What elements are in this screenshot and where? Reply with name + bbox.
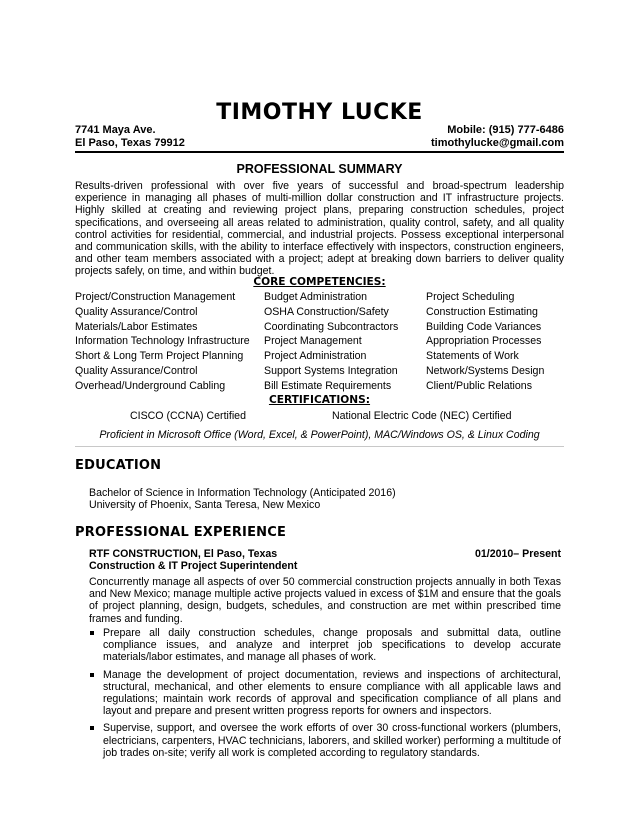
experience-heading: PROFESSIONAL EXPERIENCE	[75, 525, 287, 540]
bullet-text: Supervise, support, and oversee the work efforts of over 30 cross-functional workers (plumbers, electricians, carpenters, HVAC technicians, laborers, and skilled worker) performing a multitude of job trades on-site; verify all work is completed according to regulatory standards.	[103, 722, 561, 759]
job-header	[89, 548, 561, 573]
competencies-column-2	[264, 290, 398, 394]
education-entry	[89, 487, 396, 512]
bullet-icon	[90, 726, 94, 730]
competency-item: Statements of Work	[426, 350, 519, 363]
competencies-column-1	[75, 290, 250, 394]
competency-item: Budget Administration	[264, 291, 368, 303]
competency-item: Quality Assurance/Control	[75, 305, 198, 318]
bullet-text: Manage the development of project documentation, reviews and inspections of architectural, structural, mechanical, and other elements to ensure compliance with all applicable laws and regulations; maintain work records of approval and specification compliance of all plans and layout and prepare and present written progress reports for owners and inspectors.	[103, 668, 561, 718]
competency-item: Project Scheduling	[426, 291, 515, 303]
competency-item: Information Technology Infrastructure	[75, 335, 250, 348]
school: University of Phoenix, Santa Teresa, New Mexico	[89, 499, 321, 512]
competency-item: Network/Systems Design	[426, 364, 545, 377]
phone: Mobile: (915) 777-6486	[447, 124, 564, 136]
competency-item: Building Code Variances	[426, 320, 542, 333]
competency-item: Overhead/Underground Cabling	[75, 379, 226, 392]
competency-item: Short & Long Term Project Planning	[75, 350, 244, 363]
address	[75, 124, 185, 150]
summary-text: Results-driven professional with over five years of successful and broad-spectrum leadership experience in managing all phases of multi-million dollar construction and IT infrastructure projects. Highly skilled at creating and reviewing project plans, preparing construction schedules, project specifications, and overseeing all areas related to administration, quality control, safety, and all quality control activities for residential, commercial, and industrial projects. Possess exceptional interpersonal and communication skills, with the ability to interface effectively with inspectors, construction engineers, and other team members associated with a project; adept at breaking down barriers to deliver quality projects safely, on time, and within budget.	[75, 180, 564, 278]
competency-item: Support Systems Integration	[264, 364, 398, 377]
job-bullets	[89, 627, 561, 764]
competency-item: Coordinating Subcontractors	[264, 320, 399, 333]
bullet-icon	[90, 631, 94, 635]
bullet-text: Prepare all daily construction schedules, change proposals and submittal data, outline compliance issues, and analyze and interpret job specifications to develop accurate materials/labor estimates, and manage all phases of work.	[103, 627, 561, 664]
competency-item: Project Management	[264, 335, 362, 348]
email: timothylucke@gmail.com	[431, 137, 564, 149]
certification-item: CISCO (CCNA) Certified	[130, 410, 246, 422]
job-description: Concurrently manage all aspects of over 50 commercial construction projects annually in both Texas and New Mexico; manage multiple active projects valued in excess of $1M and ensure that the goals of project planning, design, budgets, schedules, and construction are met within prescribed time frames and funding.	[89, 576, 561, 625]
competencies-column-3	[426, 290, 544, 394]
competency-item: Bill Estimate Requirements	[264, 379, 392, 392]
job-company: RTF CONSTRUCTION, El Paso, Texas	[89, 548, 278, 560]
job-dates: 01/2010– Present	[475, 548, 561, 560]
bullet-icon	[90, 673, 94, 677]
candidate-name: TIMOTHY LUCKE	[216, 100, 423, 125]
address-line1: 7741 Maya Ave.	[75, 124, 156, 136]
education-heading: EDUCATION	[75, 458, 162, 473]
summary-heading: PROFESSIONAL SUMMARY	[236, 162, 403, 176]
header-divider	[75, 151, 564, 153]
competency-item: Appropriation Processes	[426, 335, 542, 348]
competency-item: Project Administration	[264, 350, 367, 363]
phone-email	[431, 124, 564, 150]
competencies-heading: CORE COMPETENCIES:	[253, 276, 386, 288]
certification-item: National Electric Code (NEC) Certified	[332, 410, 512, 422]
software-proficiency: Proficient in Microsoft Office (Word, Excel, & PowerPoint), MAC/Windows OS, & Linux Coding	[99, 429, 540, 441]
address-line2: El Paso, Texas 79912	[75, 137, 185, 149]
competency-item: Materials/Labor Estimates	[75, 320, 198, 333]
certifications-heading: CERTIFICATIONS:	[268, 394, 371, 406]
competency-item: Quality Assurance/Control	[75, 364, 198, 377]
job-title: Construction & IT Project Superintendent	[89, 560, 298, 573]
list-item	[89, 627, 561, 664]
list-item	[89, 722, 561, 759]
list-item	[89, 669, 561, 718]
competency-item: OSHA Construction/Safety	[264, 305, 389, 318]
section-divider	[75, 446, 564, 447]
competency-item: Client/Public Relations	[426, 379, 532, 392]
competency-item: Project/Construction Management	[75, 291, 236, 303]
competency-item: Construction Estimating	[426, 305, 538, 318]
degree: Bachelor of Science in Information Technology (Anticipated 2016)	[89, 487, 396, 499]
